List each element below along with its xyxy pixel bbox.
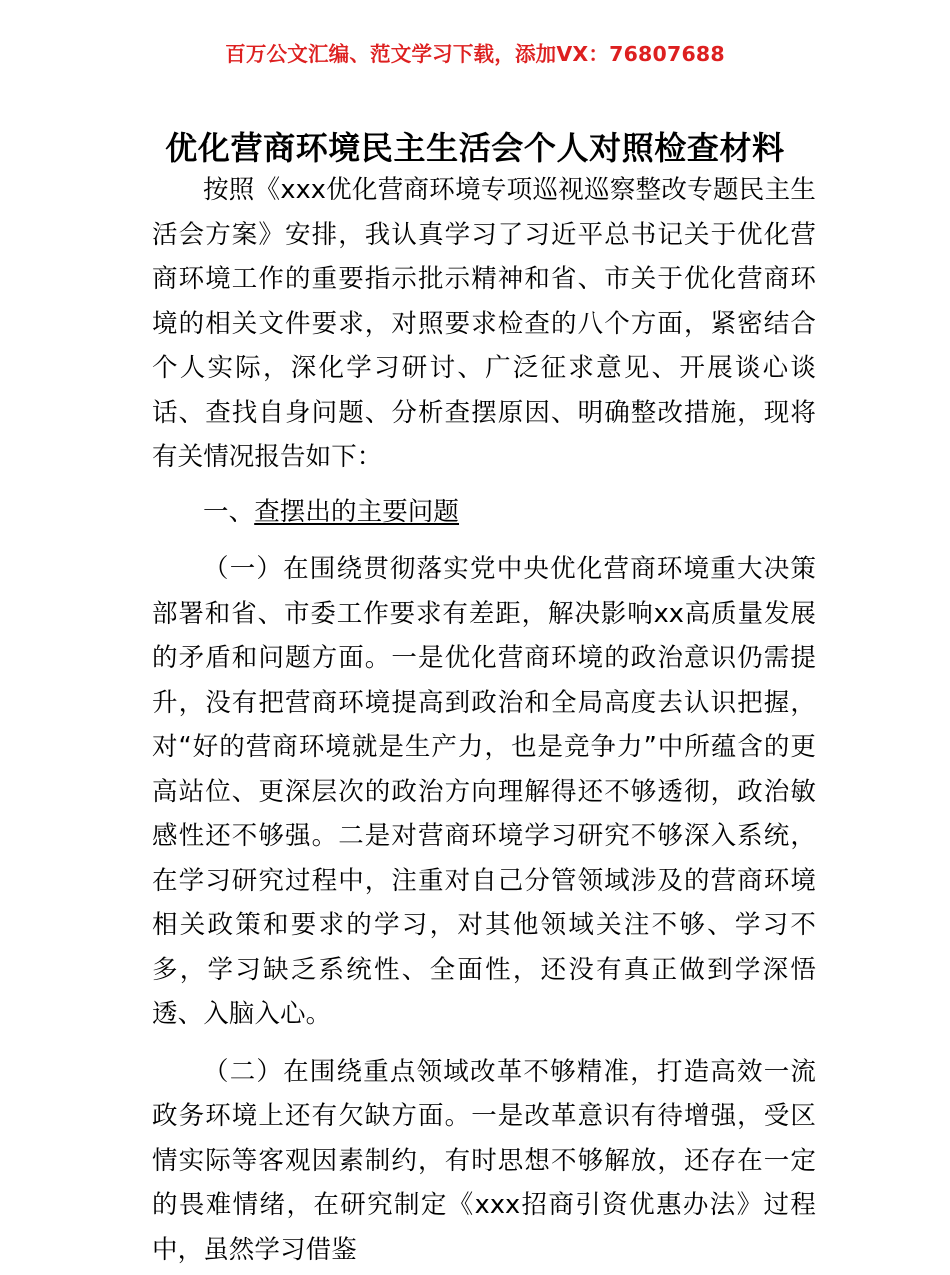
section-heading-one xyxy=(152,490,816,535)
paragraph-item-one: （一）在围绕贯彻落实党中央优化营商环境重大决策部署和省、市委工作要求有差距，解决影响xx高质量发展的矛盾和问题方面。一是优化营商环境的政治意识仍需提升，没有把营商环境提高到政治和全局高度去认识把握，对“好的营商环境就是生产力，也是竞争力”中所蕴含的更高站位、更深层次的政治方向理解得还不够透彻，政治敏感性还不够强。二是对营商环境学习研究不够深入系统，在学习研究过程中，注重对自己分管领域涉及的营商环境相关政策和要求的学习，对其他领域关注不够、学习不多，学习缺乏系统性、全面性，还没有真正做到学深悟透、入脑入心。 xyxy=(152,554,816,1029)
section-heading-prefix: 一、 xyxy=(203,496,255,527)
document-body xyxy=(152,168,816,1275)
paragraph-intro: 按照《xxx优化营商环境专项巡视巡察整改专题民主生活会方案》安排，我认真学习了习近平总书记关于优化营商环境工作的重要指示批示精神和省、市关于优化营商环境的相关文件要求，对照要求检查的八个方面，紧密结合个人实际，深化学习研讨、广泛征求意见、开展谈心谈话、查找自身问题、分析查摆原因、明确整改措施，现将有关情况报告如下： xyxy=(152,175,816,472)
section-heading-text: 查摆出的主要问题 xyxy=(254,496,460,527)
promo-banner xyxy=(0,44,950,65)
promo-banner-text: 百万公文汇编、范文学习下载，添加VX：76807688 xyxy=(225,42,725,66)
document-title: 优化营商环境民主生活会个人对照检查材料 xyxy=(165,129,785,168)
paragraph-item-two: （二）在围绕重点领域改革不够精准，打造高效一流政务环境上还有欠缺方面。一是改革意识有待增强，受区情实际等客观因素制约，有时思想不够解放，还存在一定的畏难情绪，在研究制定《xxx招商引资优惠办法》过程中，虽然学习借鉴 xyxy=(152,1056,816,1265)
